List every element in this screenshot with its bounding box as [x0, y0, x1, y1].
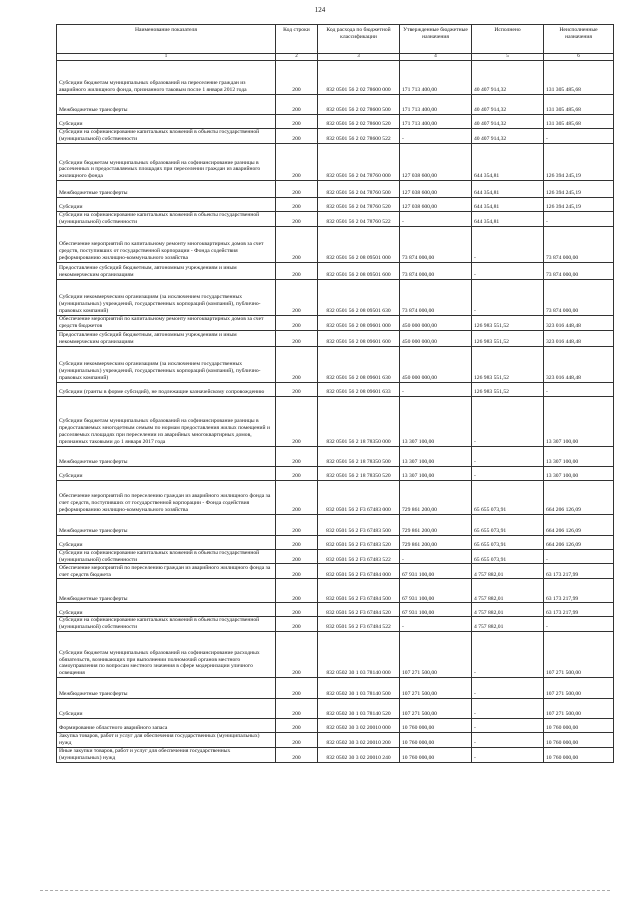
- row-budget-code: 832 0501 56 2 08 09501 630: [318, 279, 400, 315]
- table-row: [57, 129, 614, 144]
- table-row: [57, 446, 614, 466]
- table-row: [57, 718, 614, 732]
- row-executed: -: [472, 466, 544, 480]
- row-approved: 67 931 100,00: [400, 579, 472, 603]
- row-name: Субсидии: [57, 603, 276, 617]
- row-executed: 40 407 914,32: [472, 129, 544, 144]
- row-budget-code: 832 0501 56 2 F3 67483 000: [318, 480, 400, 514]
- row-budget-code: 832 0501 56 2 F3 67484 500: [318, 579, 400, 603]
- row-unexecuted: -: [544, 549, 614, 564]
- row-line-code: 200: [276, 212, 318, 227]
- row-name: Субсидии: [57, 535, 276, 549]
- row-unexecuted: -: [544, 617, 614, 632]
- row-executed: 65 655 073,91: [472, 535, 544, 549]
- row-budget-code: 832 0501 56 2 F3 67483 500: [318, 514, 400, 535]
- row-line-code: 200: [276, 115, 318, 129]
- row-executed: -: [472, 732, 544, 747]
- row-line-code: 200: [276, 346, 318, 382]
- row-line-code: 200: [276, 549, 318, 564]
- page-number: 124: [314, 6, 326, 14]
- row-budget-code: 832 0501 56 2 18 78350 000: [318, 396, 400, 446]
- row-unexecuted: 126 394 245,19: [544, 181, 614, 198]
- table-row: [57, 732, 614, 747]
- row-line-code: 200: [276, 677, 318, 698]
- row-line-code: 200: [276, 315, 318, 330]
- row-executed: -: [472, 226, 544, 262]
- row-unexecuted: 10 760 000,00: [544, 747, 614, 762]
- header-approved: Утвержденные бюджетные назначения: [400, 25, 472, 54]
- row-executed: -: [472, 631, 544, 677]
- table-row: [57, 262, 614, 279]
- row-name: Межбюджетные трансферты: [57, 579, 276, 603]
- row-budget-code: 832 0501 56 2 08 09601 630: [318, 346, 400, 382]
- header-name: Наименование показателя: [57, 25, 276, 54]
- header-budget-code: Код расхода по бюджетной классификации: [318, 25, 400, 54]
- row-name: Субсидии: [57, 115, 276, 129]
- row-line-code: 200: [276, 718, 318, 732]
- row-approved: 10 760 000,00: [400, 718, 472, 732]
- row-line-code: 200: [276, 279, 318, 315]
- row-budget-code: 832 0501 56 2 04 78760 522: [318, 212, 400, 227]
- column-number: 5: [472, 54, 544, 61]
- row-approved: 107 271 500,00: [400, 631, 472, 677]
- row-budget-code: 832 0502 30 1 03 78140 520: [318, 698, 400, 718]
- row-unexecuted: 63 173 217,99: [544, 603, 614, 617]
- row-approved: 13 307 100,00: [400, 446, 472, 466]
- row-unexecuted: 323 016 448,48: [544, 346, 614, 382]
- row-approved: 127 038 600,00: [400, 144, 472, 181]
- row-unexecuted: 13 307 100,00: [544, 396, 614, 446]
- row-approved: 127 038 600,00: [400, 181, 472, 198]
- row-name: Межбюджетные трансферты: [57, 446, 276, 466]
- row-line-code: 200: [276, 514, 318, 535]
- row-line-code: 200: [276, 129, 318, 144]
- row-unexecuted: 73 874 000,00: [544, 279, 614, 315]
- row-name: Обеспечение мероприятий по переселению граждан из аварийного жилищного фонда за счет средств бюджета: [57, 564, 276, 579]
- row-unexecuted: 131 305 485,68: [544, 61, 614, 95]
- row-name: Межбюджетные трансферты: [57, 514, 276, 535]
- row-approved: -: [400, 382, 472, 396]
- row-unexecuted: 107 271 500,00: [544, 677, 614, 698]
- row-approved: 450 000 000,00: [400, 315, 472, 330]
- column-number: 1: [57, 54, 276, 61]
- row-budget-code: 832 0502 30 3 02 20010 000: [318, 718, 400, 732]
- row-approved: 127 038 600,00: [400, 198, 472, 212]
- row-approved: 450 000 000,00: [400, 346, 472, 382]
- table-row: [57, 535, 614, 549]
- row-budget-code: 832 0501 56 2 02 78600 522: [318, 129, 400, 144]
- row-executed: -: [472, 718, 544, 732]
- row-executed: 644 354,81: [472, 212, 544, 227]
- row-unexecuted: 10 760 000,00: [544, 718, 614, 732]
- row-line-code: 200: [276, 262, 318, 279]
- row-name: Обеспечение мероприятий по переселению граждан из аварийного жилищного фонда за счет средств, поступивших от государственной корпорации - Фонда содействия реформированию жилищно-коммунального хозяйства: [57, 480, 276, 514]
- row-name: Субсидии бюджетам муниципальных образований на софинансирование расходных обязательств, возникающих при выполнении полномочий органов местного самоуправления по вопросам местного значения в сфере модернизации уличного освещения: [57, 631, 276, 677]
- row-name: Предоставление субсидий бюджетным, автономным учреждениям и иным некоммерческим организациям: [57, 262, 276, 279]
- row-approved: 107 271 500,00: [400, 677, 472, 698]
- table-header-row: [57, 25, 614, 54]
- table-row: [57, 480, 614, 514]
- row-line-code: 200: [276, 631, 318, 677]
- row-name: Формирование областного аварийного запаса: [57, 718, 276, 732]
- row-executed: 4 757 882,01: [472, 579, 544, 603]
- row-approved: 67 931 100,00: [400, 603, 472, 617]
- row-approved: -: [400, 549, 472, 564]
- row-budget-code: 832 0501 56 2 08 09501 600: [318, 262, 400, 279]
- row-approved: 171 713 400,00: [400, 95, 472, 115]
- row-unexecuted: 323 016 448,48: [544, 330, 614, 346]
- row-name: Субсидии бюджетам муниципальных образований на софинансирование разницы в предоставляемых многодетным семьям по нормам предоставления жилых помещений и расселяемых площадях при переселении из аварийных многоквартирных домов, признанных таковыми до 1 января 2017 года: [57, 396, 276, 446]
- row-executed: 40 407 914,32: [472, 115, 544, 129]
- row-executed: 126 983 551,52: [472, 346, 544, 382]
- table-row: [57, 549, 614, 564]
- table-row: [57, 346, 614, 382]
- row-unexecuted: 73 874 000,00: [544, 226, 614, 262]
- row-executed: 4 757 882,01: [472, 603, 544, 617]
- row-approved: 729 861 200,00: [400, 535, 472, 549]
- row-budget-code: 832 0501 56 2 18 78350 520: [318, 466, 400, 480]
- table-row: [57, 382, 614, 396]
- row-approved: 13 307 100,00: [400, 396, 472, 446]
- table-row: [57, 330, 614, 346]
- table-row: [57, 677, 614, 698]
- row-unexecuted: 63 173 217,99: [544, 579, 614, 603]
- row-name: Субсидии некоммерческим организациям (за исключением государственных (муниципальных) учреждений, государственных корпораций (компаний), публично-правовых компаний): [57, 279, 276, 315]
- row-budget-code: 832 0501 56 2 02 78600 520: [318, 115, 400, 129]
- table-row: [57, 396, 614, 446]
- row-budget-code: 832 0501 56 2 08 09601 000: [318, 315, 400, 330]
- row-executed: 40 407 914,32: [472, 61, 544, 95]
- row-line-code: 200: [276, 535, 318, 549]
- row-line-code: 200: [276, 603, 318, 617]
- row-budget-code: 832 0502 30 3 02 20010 240: [318, 747, 400, 762]
- table-row: [57, 61, 614, 95]
- row-approved: 73 874 000,00: [400, 279, 472, 315]
- row-approved: 67 931 100,00: [400, 564, 472, 579]
- row-budget-code: 832 0501 56 2 F3 67483 520: [318, 535, 400, 549]
- bottom-divider: [40, 890, 610, 891]
- row-executed: -: [472, 262, 544, 279]
- row-executed: 644 354,81: [472, 198, 544, 212]
- row-budget-code: 832 0501 56 2 04 78760 500: [318, 181, 400, 198]
- table-row: [57, 747, 614, 762]
- row-executed: -: [472, 396, 544, 446]
- row-executed: -: [472, 698, 544, 718]
- row-unexecuted: 323 016 448,48: [544, 315, 614, 330]
- table-row: [57, 95, 614, 115]
- row-line-code: 200: [276, 198, 318, 212]
- row-executed: -: [472, 747, 544, 762]
- row-line-code: 200: [276, 698, 318, 718]
- row-executed: 126 983 551,52: [472, 330, 544, 346]
- row-line-code: 200: [276, 61, 318, 95]
- row-approved: 171 713 400,00: [400, 61, 472, 95]
- row-approved: 10 760 000,00: [400, 747, 472, 762]
- table-row: [57, 579, 614, 603]
- row-budget-code: 832 0502 30 1 03 78140 500: [318, 677, 400, 698]
- table-row: [57, 181, 614, 198]
- row-name: Субсидии на софинансирование капитальных вложений в объекты государственной (муниципальной) собственности: [57, 617, 276, 632]
- column-number: 6: [544, 54, 614, 61]
- table-row: [57, 698, 614, 718]
- row-line-code: 200: [276, 382, 318, 396]
- row-unexecuted: -: [544, 212, 614, 227]
- table-row: [57, 226, 614, 262]
- row-budget-code: 832 0501 56 2 02 78600 500: [318, 95, 400, 115]
- row-executed: -: [472, 446, 544, 466]
- row-unexecuted: 126 394 245,19: [544, 144, 614, 181]
- row-name: Субсидии: [57, 198, 276, 212]
- row-line-code: 200: [276, 617, 318, 632]
- row-name: Субсидии бюджетам муниципальных образований на софинансирование разницы в рассеченных и предоставляемых площадях при переселении граждан из аварийного жилищного фонда: [57, 144, 276, 181]
- row-executed: 126 983 551,52: [472, 315, 544, 330]
- row-budget-code: 832 0501 56 2 08 09601 600: [318, 330, 400, 346]
- row-approved: 73 874 000,00: [400, 226, 472, 262]
- column-numbers-row: [57, 54, 614, 61]
- row-unexecuted: 664 206 126,09: [544, 535, 614, 549]
- row-budget-code: 832 0501 56 2 18 78350 500: [318, 446, 400, 466]
- row-budget-code: 832 0501 56 2 F3 67484 520: [318, 603, 400, 617]
- table-body: [57, 61, 614, 763]
- row-approved: -: [400, 129, 472, 144]
- row-line-code: 200: [276, 579, 318, 603]
- row-line-code: 200: [276, 564, 318, 579]
- row-unexecuted: 126 394 245,19: [544, 198, 614, 212]
- row-unexecuted: 63 173 217,99: [544, 564, 614, 579]
- row-executed: -: [472, 279, 544, 315]
- row-name: Предоставление субсидий бюджетным, автономным учреждениям и иным некоммерческим организациям: [57, 330, 276, 346]
- budget-report-table: [56, 24, 614, 763]
- table-row: [57, 603, 614, 617]
- row-executed: 65 655 073,91: [472, 480, 544, 514]
- column-number: 3: [318, 54, 400, 61]
- row-name: Субсидии на софинансирование капитальных вложений в объекты государственной (муниципальной) собственности: [57, 129, 276, 144]
- row-budget-code: 832 0501 56 2 F3 67484 522: [318, 617, 400, 632]
- row-line-code: 200: [276, 396, 318, 446]
- row-unexecuted: 10 760 000,00: [544, 732, 614, 747]
- table-row: [57, 315, 614, 330]
- table-row: [57, 115, 614, 129]
- table-row: [57, 617, 614, 632]
- row-budget-code: 832 0502 30 1 03 78140 000: [318, 631, 400, 677]
- row-budget-code: 832 0502 30 3 02 20010 200: [318, 732, 400, 747]
- row-unexecuted: 131 305 485,68: [544, 95, 614, 115]
- row-unexecuted: 664 206 126,09: [544, 480, 614, 514]
- row-approved: 450 000 000,00: [400, 330, 472, 346]
- row-executed: 4 757 882,01: [472, 617, 544, 632]
- row-executed: -: [472, 677, 544, 698]
- row-line-code: 200: [276, 330, 318, 346]
- table-row: [57, 466, 614, 480]
- row-name: Субсидии бюджетам муниципальных образований на переселение граждан из аварийного жилищного фонда, признанного таковым после 1 января 2012 года: [57, 61, 276, 95]
- column-number: 4: [400, 54, 472, 61]
- header-executed: Исполнено: [472, 25, 544, 54]
- row-budget-code: 832 0501 56 2 02 78600 000: [318, 61, 400, 95]
- row-approved: 13 307 100,00: [400, 466, 472, 480]
- row-approved: 107 271 500,00: [400, 698, 472, 718]
- row-budget-code: 832 0501 56 2 F3 67483 522: [318, 549, 400, 564]
- row-approved: -: [400, 212, 472, 227]
- table-row: [57, 564, 614, 579]
- row-executed: 65 655 073,91: [472, 549, 544, 564]
- row-line-code: 200: [276, 446, 318, 466]
- row-approved: 729 861 200,00: [400, 514, 472, 535]
- row-unexecuted: 13 307 100,00: [544, 466, 614, 480]
- row-name: Субсидии на софинансирование капитальных вложений в объекты государственной (муниципальной) собственности: [57, 549, 276, 564]
- row-unexecuted: -: [544, 129, 614, 144]
- row-name: Субсидии некоммерческим организациям (за исключением государственных (муниципальных) учреждений, государственных корпораций (компаний), публично-правовых компаний): [57, 346, 276, 382]
- row-budget-code: 832 0501 56 2 08 09601 633: [318, 382, 400, 396]
- row-executed: 126 983 551,52: [472, 382, 544, 396]
- row-executed: 644 354,81: [472, 144, 544, 181]
- row-name: Субсидии (гранты в форме субсидий), не подлежащие казначейскому сопровождению: [57, 382, 276, 396]
- row-executed: 65 655 073,91: [472, 514, 544, 535]
- table-row: [57, 144, 614, 181]
- row-line-code: 200: [276, 95, 318, 115]
- row-approved: -: [400, 617, 472, 632]
- row-line-code: 200: [276, 144, 318, 181]
- table-row: [57, 198, 614, 212]
- header-unexecuted: Неисполненные назначения: [544, 25, 614, 54]
- row-budget-code: 832 0501 56 2 04 78760 520: [318, 198, 400, 212]
- row-unexecuted: 107 271 500,00: [544, 631, 614, 677]
- row-approved: 73 874 000,00: [400, 262, 472, 279]
- row-name: Межбюджетные трансферты: [57, 181, 276, 198]
- row-line-code: 200: [276, 480, 318, 514]
- row-unexecuted: 73 874 000,00: [544, 262, 614, 279]
- row-budget-code: 832 0501 56 2 04 78760 000: [318, 144, 400, 181]
- row-executed: 4 757 882,01: [472, 564, 544, 579]
- row-approved: 729 861 200,00: [400, 480, 472, 514]
- row-line-code: 200: [276, 732, 318, 747]
- row-name: Субсидии: [57, 466, 276, 480]
- row-budget-code: 832 0501 56 2 F3 67484 000: [318, 564, 400, 579]
- row-unexecuted: 131 305 485,68: [544, 115, 614, 129]
- row-unexecuted: -: [544, 382, 614, 396]
- row-name: Обеспечение мероприятий по капитальному ремонту многоквартирных домов за счет средств, поступивших от государственной корпорации - Фонда содействия реформированию жилищно-коммунального хозяйства: [57, 226, 276, 262]
- row-line-code: 200: [276, 747, 318, 762]
- row-name: Субсидии на софинансирование капитальных вложений в объекты государственной (муниципальной) собственности: [57, 212, 276, 227]
- row-name: Субсидии: [57, 698, 276, 718]
- header-line-code: Код строки: [276, 25, 318, 54]
- row-approved: 171 713 400,00: [400, 115, 472, 129]
- row-executed: 40 407 914,32: [472, 95, 544, 115]
- row-name: Обеспечение мероприятий по капитальному ремонту многоквартирных домов за счет средств бюджетов: [57, 315, 276, 330]
- row-name: Иные закупки товаров, работ и услуг для обеспечения государственных (муниципальных) нужд: [57, 747, 276, 762]
- row-budget-code: 832 0501 56 2 08 09501 000: [318, 226, 400, 262]
- row-name: Закупка товаров, работ и услуг для обеспечения государственных (муниципальных) нужд: [57, 732, 276, 747]
- row-line-code: 200: [276, 466, 318, 480]
- table-row: [57, 514, 614, 535]
- row-executed: 644 354,81: [472, 181, 544, 198]
- row-name: Межбюджетные трансферты: [57, 677, 276, 698]
- row-unexecuted: 13 307 100,00: [544, 446, 614, 466]
- table-row: [57, 279, 614, 315]
- row-unexecuted: 664 206 126,09: [544, 514, 614, 535]
- row-unexecuted: 107 271 500,00: [544, 698, 614, 718]
- table-row: [57, 212, 614, 227]
- table-row: [57, 631, 614, 677]
- column-number: 2: [276, 54, 318, 61]
- row-name: Межбюджетные трансферты: [57, 95, 276, 115]
- row-line-code: 200: [276, 181, 318, 198]
- row-line-code: 200: [276, 226, 318, 262]
- row-approved: 10 760 000,00: [400, 732, 472, 747]
